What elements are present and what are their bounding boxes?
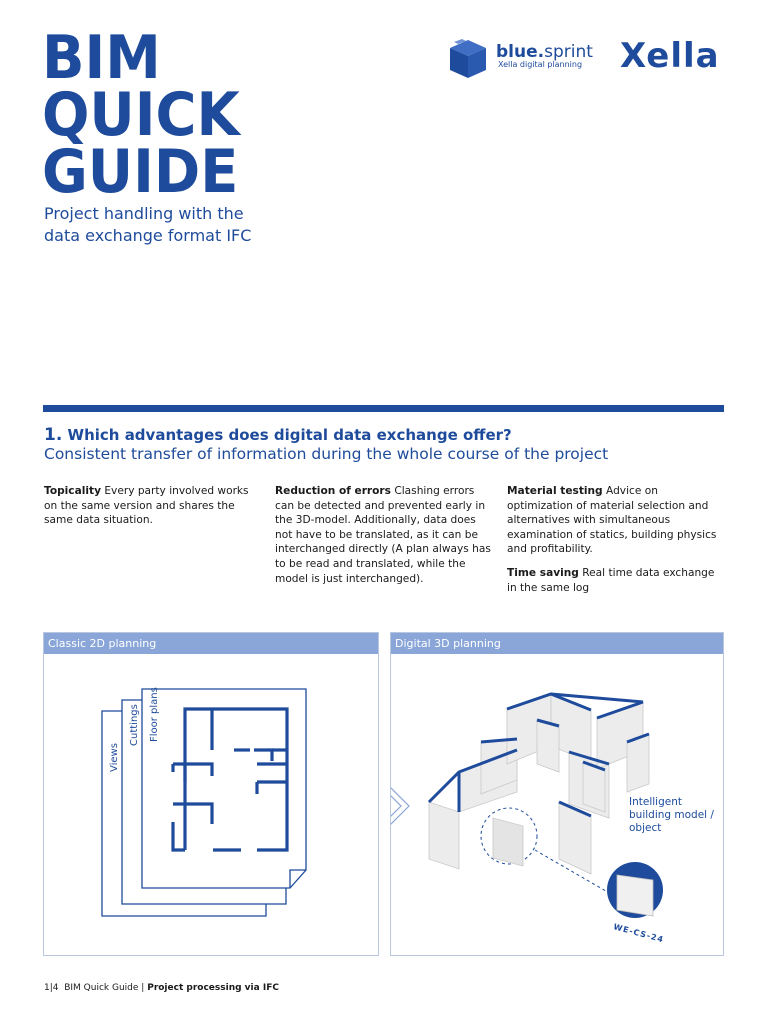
bluesprint-logo: [446, 38, 596, 80]
benefit-reduction-of-errors: [275, 484, 493, 586]
digital-3d-panel: [390, 632, 724, 956]
xella-logo: Xella: [620, 36, 720, 76]
section-divider: [43, 405, 724, 412]
benefit-text: Real time data exchange in the same log: [507, 566, 715, 594]
footer-page: 1|4: [44, 983, 59, 993]
subtitle-line-2: data exchange format IFC: [44, 226, 252, 245]
digital-3d-panel-title: Digital 3D planning: [391, 633, 723, 654]
building-model-illustration: [391, 654, 723, 955]
callout-line-3: object: [629, 822, 662, 834]
section-number: 1.: [44, 425, 63, 445]
footer-section: Project processing via IFC: [147, 983, 279, 993]
bluesprint-wordmark: [496, 42, 593, 62]
benefit-text: Every party involved works on the same version and shares the same data situation.: [44, 485, 249, 527]
sheet-label-floor-plans: Floor plans: [149, 687, 160, 742]
section-heading: [44, 425, 512, 445]
subtitle: [44, 203, 304, 247]
sheet-label-views: Views: [109, 743, 120, 772]
benefit-term: Time saving: [507, 566, 579, 579]
bluesprint-wordmark-bold: blue.: [496, 42, 545, 62]
callout-line-2: building model /: [629, 809, 714, 821]
page-footer: [44, 983, 279, 993]
benefit-column-2: [275, 484, 493, 594]
section-subtitle: Consistent transfer of information during the whole course of the project: [44, 445, 609, 463]
classic-2d-panel: [43, 632, 379, 956]
callout-text: [629, 796, 717, 834]
object-tag: WE-CS-24: [612, 922, 665, 945]
title-line-3: GUIDE: [42, 137, 239, 207]
benefit-column-3: [507, 484, 725, 603]
benefit-text: Advice on optimization of material selection and alternatives with simultaneous examination of statics, building physics and profitability.: [507, 485, 717, 556]
benefit-term: Topicality: [44, 485, 101, 497]
benefit-column-1: [44, 484, 262, 536]
footer-sep: |: [141, 983, 145, 993]
classic-2d-panel-title: Classic 2D planning: [44, 633, 378, 654]
floor-plan-sheets-illustration: [44, 654, 378, 955]
callout-line-1: Intelligent: [629, 796, 682, 808]
cube-logo-icon: [446, 38, 492, 80]
benefit-topicality: [44, 484, 262, 528]
subtitle-line-1: Project handling with the: [44, 204, 244, 223]
title-line-1: BIM: [42, 23, 161, 93]
benefit-material-testing: [507, 484, 725, 557]
bluesprint-tagline: Xella digital planning: [498, 60, 583, 69]
benefit-time-saving: [507, 566, 725, 595]
benefit-term: Reduction of errors: [275, 485, 391, 497]
bluesprint-wordmark-light: sprint: [544, 42, 593, 62]
section-question: Which advantages does digital data exchange offer?: [67, 426, 512, 444]
sheet-label-cuttings: Cuttings: [129, 704, 140, 746]
title-line-2: QUICK: [42, 80, 240, 150]
benefit-text: Clashing errors can be detected and prevented early in the 3D-model. Additionally, data does not have to be translated, as it can be interchanged directly (A plan always has to be read and translated, while the model is just interchanged).: [275, 485, 491, 585]
footer-doc: BIM Quick Guide: [64, 983, 139, 993]
benefit-term: Material testing: [507, 485, 603, 497]
